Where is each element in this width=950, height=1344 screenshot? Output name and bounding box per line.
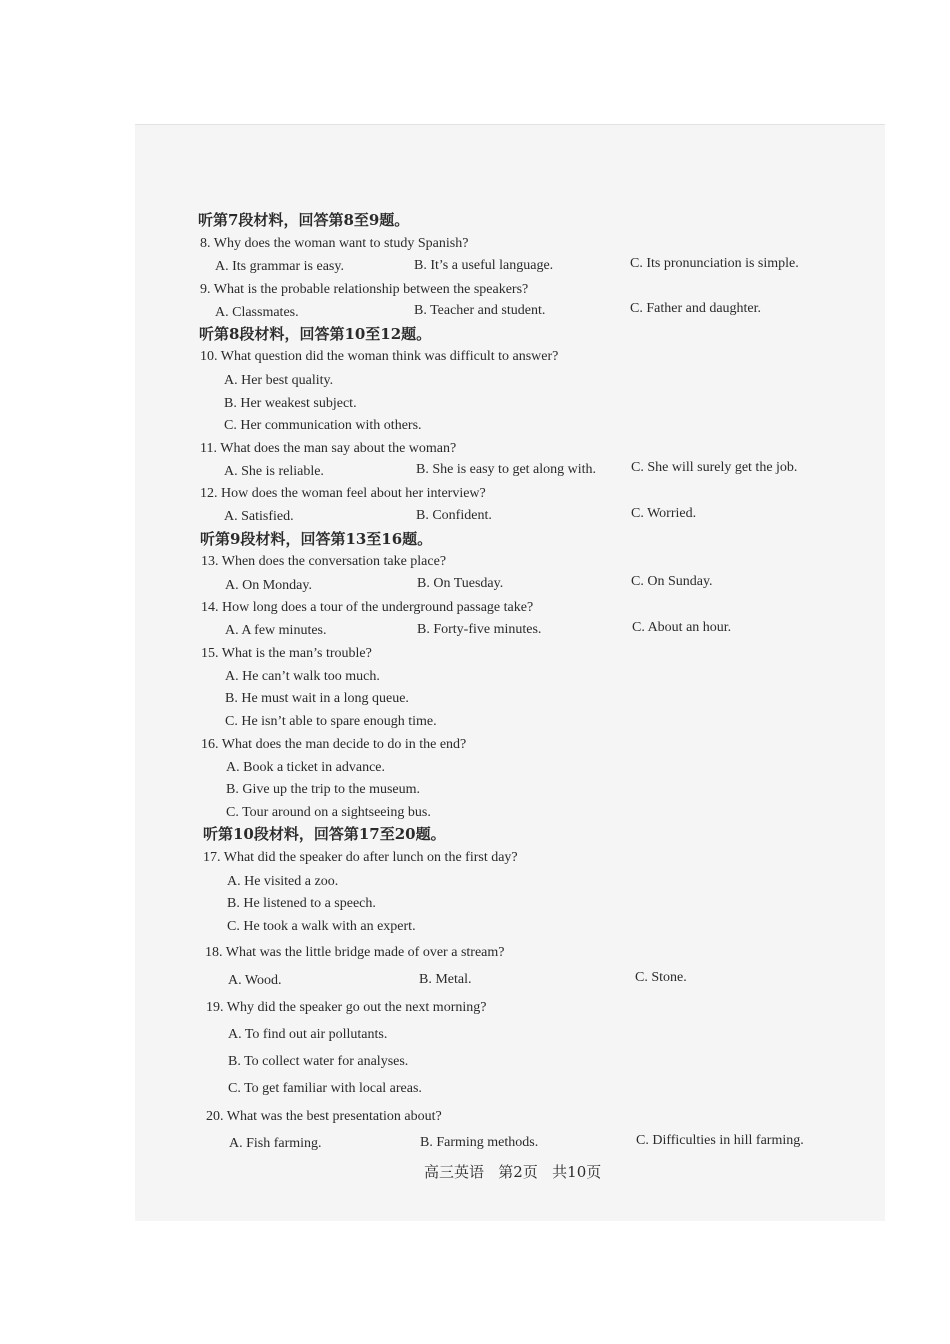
question-16: 16. What does the man decide to do in the end? (201, 737, 467, 752)
question-14: 14. How long does a tour of the underground passage take? (201, 600, 534, 615)
option-15b: B. He must wait in a long queue. (225, 691, 409, 706)
option-10b: B. Her weakest subject. (224, 396, 357, 411)
page-footer: 高三英语 第2页 共10页 (424, 1163, 602, 1181)
question-9: 9. What is the probable relationship between the speakers? (200, 282, 529, 297)
option-16c: C. Tour around on a sightseeing bus. (226, 805, 431, 820)
question-15: 15. What is the man’s trouble? (201, 646, 372, 661)
option-13a: A. On Monday. (225, 578, 312, 593)
option-18c: C. Stone. (635, 970, 687, 985)
question-12: 12. How does the woman feel about her interview? (200, 486, 486, 501)
option-9c: C. Father and daughter. (630, 301, 762, 316)
option-20a: A. Fish farming. (229, 1136, 322, 1151)
option-14b: B. Forty-five minutes. (417, 622, 542, 637)
option-18b: B. Metal. (419, 972, 472, 987)
option-20c: C. Difficulties in hill farming. (636, 1133, 804, 1148)
option-19b: B. To collect water for analyses. (228, 1054, 409, 1069)
option-8a: A. Its grammar is easy. (215, 259, 344, 274)
option-8c: C. Its pronunciation is simple. (630, 256, 799, 271)
option-12b: B. Confident. (416, 508, 492, 523)
option-15c: C. He isn’t able to spare enough time. (225, 714, 437, 729)
section-heading-9: 听第9段材料，回答第13至16题。 (200, 530, 433, 548)
option-10c: C. Her communication with others. (224, 418, 422, 433)
option-9a: A. Classmates. (215, 305, 299, 320)
option-13c: C. On Sunday. (631, 574, 713, 589)
question-11: 11. What does the man say about the woman? (200, 441, 457, 456)
option-8b: B. It’s a useful language. (414, 258, 554, 273)
question-17: 17. What did the speaker do after lunch on the first day? (203, 850, 518, 865)
option-17b: B. He listened to a speech. (227, 896, 376, 911)
option-12c: C. Worried. (631, 506, 697, 521)
option-17a: A. He visited a zoo. (227, 874, 339, 889)
option-9b: B. Teacher and student. (414, 303, 546, 318)
option-12a: A. Satisfied. (224, 509, 294, 524)
option-16b: B. Give up the trip to the museum. (226, 782, 421, 797)
option-18a: A. Wood. (228, 973, 282, 988)
option-19c: C. To get familiar with local areas. (228, 1081, 422, 1096)
option-14a: A. A few minutes. (225, 623, 327, 638)
section-heading-10: 听第10段材料，回答第17至20题。 (203, 825, 446, 843)
option-11a: A. She is reliable. (224, 464, 324, 479)
section-heading-8: 听第8段材料，回答第10至12题。 (199, 325, 432, 343)
question-19: 19. Why did the speaker go out the next morning? (206, 1000, 487, 1015)
option-11c: C. She will surely get the job. (631, 460, 798, 475)
question-13: 13. When does the conversation take place? (201, 554, 447, 569)
option-10a: A. Her best quality. (224, 373, 334, 388)
section-heading-7: 听第7段材料，回答第8至9题。 (198, 211, 410, 229)
option-13b: B. On Tuesday. (417, 576, 504, 591)
question-20: 20. What was the best presentation about? (206, 1109, 442, 1124)
option-20b: B. Farming methods. (420, 1135, 539, 1150)
option-14c: C. About an hour. (632, 620, 732, 635)
question-10: 10. What question did the woman think was difficult to answer? (200, 349, 559, 364)
question-18: 18. What was the little bridge made of over a stream? (205, 945, 505, 960)
option-17c: C. He took a walk with an expert. (227, 919, 416, 934)
option-11b: B. She is easy to get along with. (416, 462, 597, 477)
option-19a: A. To find out air pollutants. (228, 1027, 388, 1042)
question-8: 8. Why does the woman want to study Spanish? (200, 236, 469, 251)
option-15a: A. He can’t walk too much. (225, 669, 380, 684)
option-16a: A. Book a ticket in advance. (226, 760, 386, 775)
